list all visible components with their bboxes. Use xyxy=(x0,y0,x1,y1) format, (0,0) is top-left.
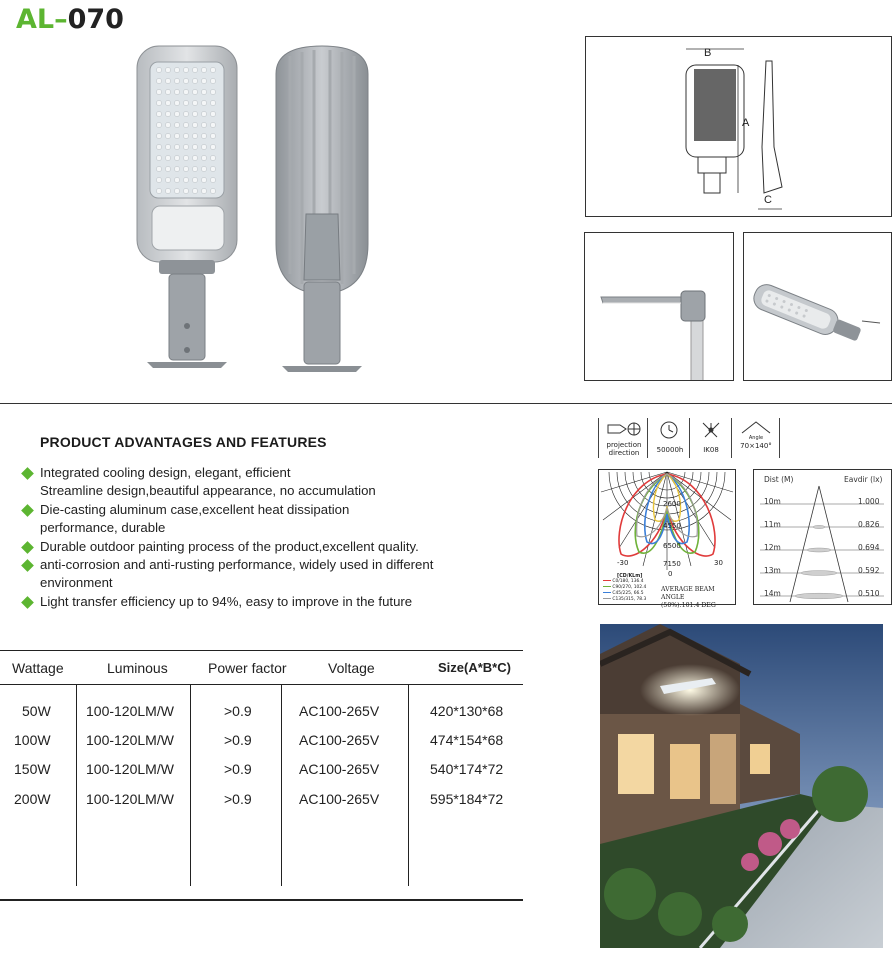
table-cell: >0.9 xyxy=(224,732,252,748)
axis-label: 30 xyxy=(714,559,723,567)
table-cell: AC100-265V xyxy=(299,791,380,807)
product-front-image xyxy=(125,44,243,370)
diamond-bullet-icon xyxy=(21,467,34,480)
lux-distance: 10m xyxy=(764,497,781,506)
lux-value: 1.000 xyxy=(858,497,880,506)
axis-label: 0 xyxy=(668,570,673,578)
installation-side-view xyxy=(584,232,734,381)
table-cell: 420*130*68 xyxy=(430,703,504,719)
table-row xyxy=(0,761,523,781)
clock-icon xyxy=(659,420,679,440)
diamond-bullet-icon xyxy=(21,596,34,609)
product-angled-view xyxy=(743,232,892,381)
lux-distance-chart xyxy=(753,469,892,605)
icon-label-line: direction xyxy=(608,449,640,457)
feature-item xyxy=(40,593,480,611)
table-cell: AC100-265V xyxy=(299,761,380,777)
lux-header: Dist (M) xyxy=(764,475,794,484)
table-bottom-rule xyxy=(0,899,523,901)
spec-table xyxy=(0,650,523,902)
table-header-cell: Size(A*B*C) xyxy=(438,660,511,675)
table-cell: 100-120LM/W xyxy=(86,732,174,748)
feature-item xyxy=(40,556,480,592)
legend-title: [CD/KLm] xyxy=(617,574,643,579)
table-cell: 540*174*72 xyxy=(430,761,504,777)
legend-text: C45/225, 66.5 xyxy=(612,591,644,596)
table-cell: 100-120LM/W xyxy=(86,761,174,777)
table-row xyxy=(0,703,523,723)
lux-value: 0.694 xyxy=(858,543,880,552)
angled-product-image xyxy=(744,233,891,380)
table-cell: 595*184*72 xyxy=(430,791,504,807)
legend-text: C0/180, 136.4 xyxy=(612,579,644,584)
beam-angle-line: (50%):101.4 DEG xyxy=(661,602,716,609)
feature-item xyxy=(40,464,470,500)
table-header-cell: Luminous xyxy=(107,660,168,676)
table-header-cell: Wattage xyxy=(12,660,64,676)
lux-distance: 11m xyxy=(764,520,781,529)
pole-mount-image xyxy=(585,233,733,380)
features-heading: PRODUCT ADVANTAGES AND FEATURES xyxy=(40,434,327,450)
legend-text: C90/270, 102.4 xyxy=(612,585,647,590)
icon-label xyxy=(604,441,644,457)
feature-line: anti-corrosion and anti-rusting performance, widely used in different xyxy=(40,557,434,572)
ring-label: 6500 xyxy=(663,542,681,550)
table-cell: >0.9 xyxy=(224,761,252,777)
impact-icon xyxy=(701,421,721,439)
table-cell: 100-120LM/W xyxy=(86,703,174,719)
icon-label: 50000h xyxy=(656,446,684,454)
dimension-drawing-frame xyxy=(585,36,892,217)
feature-line: Durable outdoor painting process of the product,excellent quality. xyxy=(40,539,419,554)
lux-header: Eavdir (lx) xyxy=(844,475,883,484)
feature-line: Die-casting aluminum case,excellent heat dissipation xyxy=(40,502,350,517)
feature-line: performance, durable xyxy=(40,520,166,535)
product-back-image xyxy=(268,44,376,374)
section-divider xyxy=(0,403,892,404)
page-title xyxy=(16,4,124,35)
dimension-c-label: C xyxy=(764,194,772,206)
dimension-drawing xyxy=(586,37,891,216)
icon-label-line: Angle xyxy=(748,435,764,441)
ring-label: 4550 xyxy=(663,522,681,530)
legend-swatch xyxy=(603,598,611,599)
polar-distribution-chart xyxy=(598,469,736,609)
table-cell: 150W xyxy=(14,761,51,777)
axis-label: -30 xyxy=(617,559,629,567)
legend-item xyxy=(603,597,646,603)
table-header-cell: Voltage xyxy=(328,660,375,676)
table-cell: AC100-265V xyxy=(299,732,380,748)
diamond-bullet-icon xyxy=(21,559,34,572)
title-dash: – xyxy=(54,4,68,35)
icon-divider xyxy=(647,418,648,458)
legend-swatch xyxy=(603,580,611,581)
feature-line: environment xyxy=(40,575,113,590)
icon-label: IK08 xyxy=(703,446,719,454)
lux-distance: 14m xyxy=(764,589,781,598)
feature-line: Streamline design,beautiful appearance, no accumulation xyxy=(40,483,376,498)
icon-divider xyxy=(779,418,780,458)
dimension-b-label: B xyxy=(704,47,712,59)
title-prefix: AL xyxy=(16,4,55,35)
diamond-bullet-icon xyxy=(21,504,34,517)
diamond-bullet-icon xyxy=(21,541,34,554)
dimension-a-label: A xyxy=(742,117,750,129)
lux-value: 0.592 xyxy=(858,566,880,575)
lux-distance: 13m xyxy=(764,566,781,575)
feature-line: Light transfer efficiency up to 94%, easy to improve in the future xyxy=(40,594,413,609)
feature-item xyxy=(40,501,470,537)
icon-label-line: 70×140° xyxy=(740,442,772,450)
table-cell: 100W xyxy=(14,732,51,748)
feature-item xyxy=(40,538,480,556)
table-cell: 50W xyxy=(22,703,51,719)
angle-icon xyxy=(738,419,774,435)
application-scene-photo xyxy=(600,624,883,948)
table-row xyxy=(0,732,523,752)
table-top-rule xyxy=(0,650,523,651)
table-cell: 100-120LM/W xyxy=(86,791,174,807)
lux-value: 0.510 xyxy=(858,589,880,598)
lux-value: 0.826 xyxy=(858,520,880,529)
ring-label: 7150 xyxy=(663,560,681,568)
feature-line: Integrated cooling design, elegant, efficient xyxy=(40,465,291,480)
legend-swatch xyxy=(603,586,611,587)
table-row xyxy=(0,791,523,811)
table-cell: >0.9 xyxy=(224,703,252,719)
polar-legend xyxy=(603,574,646,603)
icon-divider xyxy=(598,418,599,458)
lux-distance: 12m xyxy=(764,543,781,552)
table-cell: AC100-265V xyxy=(299,703,380,719)
legend-text: C135/315, 78.3 xyxy=(612,597,647,602)
title-number: 070 xyxy=(67,4,124,35)
spec-icon-strip xyxy=(598,418,780,458)
table-header-cell: Power factor xyxy=(208,660,287,676)
table-cell: 474*154*68 xyxy=(430,732,504,748)
icon-label xyxy=(733,434,779,450)
table-cell: >0.9 xyxy=(224,791,252,807)
projection-direction-icon xyxy=(606,420,642,438)
ring-label: 2600 xyxy=(663,500,681,508)
icon-label-line: projection xyxy=(606,441,642,449)
legend-swatch xyxy=(603,592,611,593)
table-cell: 200W xyxy=(14,791,51,807)
beam-angle-note xyxy=(661,586,735,610)
table-header-rule xyxy=(0,684,523,685)
beam-angle-line: AVERAGE BEAM ANGLE xyxy=(661,586,715,601)
icon-divider xyxy=(731,418,732,458)
